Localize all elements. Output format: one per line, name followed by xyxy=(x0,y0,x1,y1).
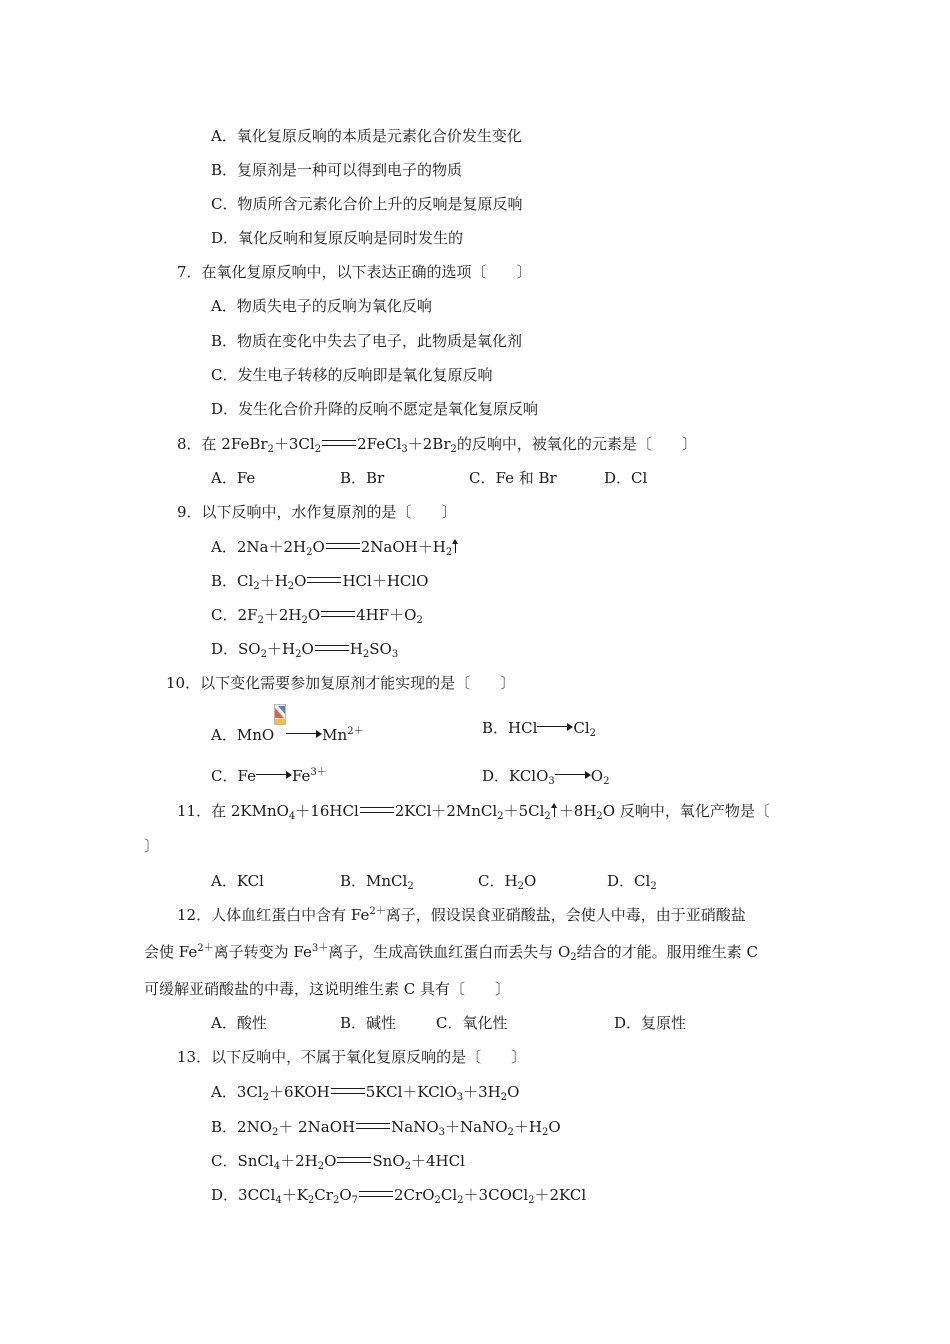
q12-option-c: C．氧化性 xyxy=(436,1014,508,1032)
q12-option-d: D．复原性 xyxy=(614,1014,687,1032)
q7-option-b: B．物质在变化中失去了电子，此物质是氧化剂 xyxy=(211,332,523,350)
q11-option-b: B．MnCl$_2$ xyxy=(340,872,414,892)
q7-option-c: C．发生电子转移的反响即是氧化复原反响 xyxy=(211,366,493,384)
equals-sign xyxy=(356,1123,390,1129)
q12-option-a: A．酸性 xyxy=(211,1014,267,1032)
q11-stem: 11．在 2KMnO$_4$＋16HCl $2KCl+2MnCl_2+5Cl_2 +8H_2O$ 反响中，氧化产物是〔 xyxy=(177,802,770,822)
q9-option-a: A．$2Na+2H_2O$ $2NaOH+H_2$ xyxy=(211,537,460,557)
reaction-arrow-icon xyxy=(286,729,322,739)
broken-image-icon xyxy=(274,718,286,738)
q6-option-b: B．复原剂是一种可以得到电子的物质 xyxy=(211,161,463,179)
q10-option-a: A．MnO $Mn^{2+}$ xyxy=(211,718,364,745)
q12-stem-line-1: 12．人体血红蛋白中含有 $Fe^{2+}$离子，假设误食亚硝酸盐，会使人中毒，由于亚硝酸盐 xyxy=(177,906,746,924)
q8-option-a: A．Fe xyxy=(211,469,256,487)
equals-sign xyxy=(322,440,356,446)
q13-option-c: C．$SnCl_4+2H_2O$ SnO$_2$＋4HCl xyxy=(211,1152,465,1172)
q7-option-a: A．物质失电子的反响为氧化反响 xyxy=(211,297,432,315)
q10-option-d: D．KClO$_3$ $O_2$ xyxy=(482,767,610,787)
equals-sign xyxy=(359,1191,393,1197)
equals-sign xyxy=(337,1157,371,1163)
reaction-arrow-icon xyxy=(256,770,292,780)
q12-stem-line-2: 会使 $Fe^{2+}$离子转变为 $Fe^{3+}$离子，生成高铁血红蛋白而丢失与 $O_2$结合的才能。服用维生素 C xyxy=(144,943,758,963)
q8-option-d: D．Cl xyxy=(604,469,648,487)
gas-up-arrow-icon xyxy=(452,539,460,553)
q9-stem: 9．以下反响中，水作复原剂的是〔 〕 xyxy=(177,503,457,521)
q9-option-b: B．$Cl_2+H_2O$ HCl＋HClO xyxy=(211,572,429,592)
reaction-arrow-icon xyxy=(555,770,591,780)
q8-option-c: C．Fe 和 Br xyxy=(469,469,557,487)
q6-option-d: D．氧化反响和复原反响是同时发生的 xyxy=(211,229,464,247)
q8-stem: 8．在 $2FeBr_2+3Cl_2$ $2FeCl_3+2Br_2$的反响中，被氧化的元素是〔 〕 xyxy=(177,435,697,455)
q10-option-b: B．HCl $Cl_2$ xyxy=(482,719,597,739)
q13-stem: 13．以下反响中，不属于氧化复原反响的是〔 〕 xyxy=(177,1048,527,1066)
q11-option-c: C．$H_2O$ xyxy=(478,872,537,892)
q9-option-d: D．$SO_2+H_2O$ $H_2SO_3$ xyxy=(211,640,399,660)
reaction-arrow-icon xyxy=(537,722,573,732)
q11-option-a: A．KCl xyxy=(211,872,264,890)
q11-stem-close: 〕 xyxy=(144,837,160,855)
q6-option-c: C．物质所含元素化合价上升的反响是复原反响 xyxy=(211,195,523,213)
q13-option-a: A．$3Cl_2+6KOH$ $5KCl+KClO_3+3H_2O$ xyxy=(211,1083,520,1103)
q10-stem: 10．以下变化需要参加复原剂才能实现的是〔 〕 xyxy=(166,674,516,692)
equals-sign xyxy=(331,1088,365,1094)
equals-sign xyxy=(360,807,394,813)
q9-option-c: C．$2F_2+2H_2O$ $4HF+O_2$ xyxy=(211,606,423,626)
equals-sign xyxy=(326,543,360,549)
q11-option-d: D．$Cl_2$ xyxy=(607,872,657,892)
q7-option-d: D．发生化合价升降的反响不愿定是氧化复原反响 xyxy=(211,400,539,418)
q12-stem-line-3: 可缓解亚硝酸盐的中毒，这说明维生素 C 具有〔 〕 xyxy=(144,980,511,998)
q7-stem: 7．在氧化复原反响中，以下表达正确的选项〔 〕 xyxy=(177,263,532,281)
q13-option-b: B．$2NO_2+$ 2NaOH $NaNO_3+NaNO_2+H_2O$ xyxy=(211,1118,561,1138)
equals-sign xyxy=(321,611,355,617)
q13-option-d: D．$3CCl_4+K_2Cr_2O_7$ $2CrO_2Cl_2+3COCl_2+2KCl$ xyxy=(211,1186,587,1206)
q10-option-c: C．Fe $Fe^{3+}$ xyxy=(211,767,327,785)
q8-option-b: B．Br xyxy=(340,469,385,487)
q12-option-b: B．碱性 xyxy=(340,1014,397,1032)
q6-option-a: A．氧化复原反响的本质是元素化合价发生变化 xyxy=(211,127,522,145)
equals-sign xyxy=(315,645,349,651)
equals-sign xyxy=(307,577,341,583)
gas-up-arrow-icon xyxy=(551,803,559,817)
